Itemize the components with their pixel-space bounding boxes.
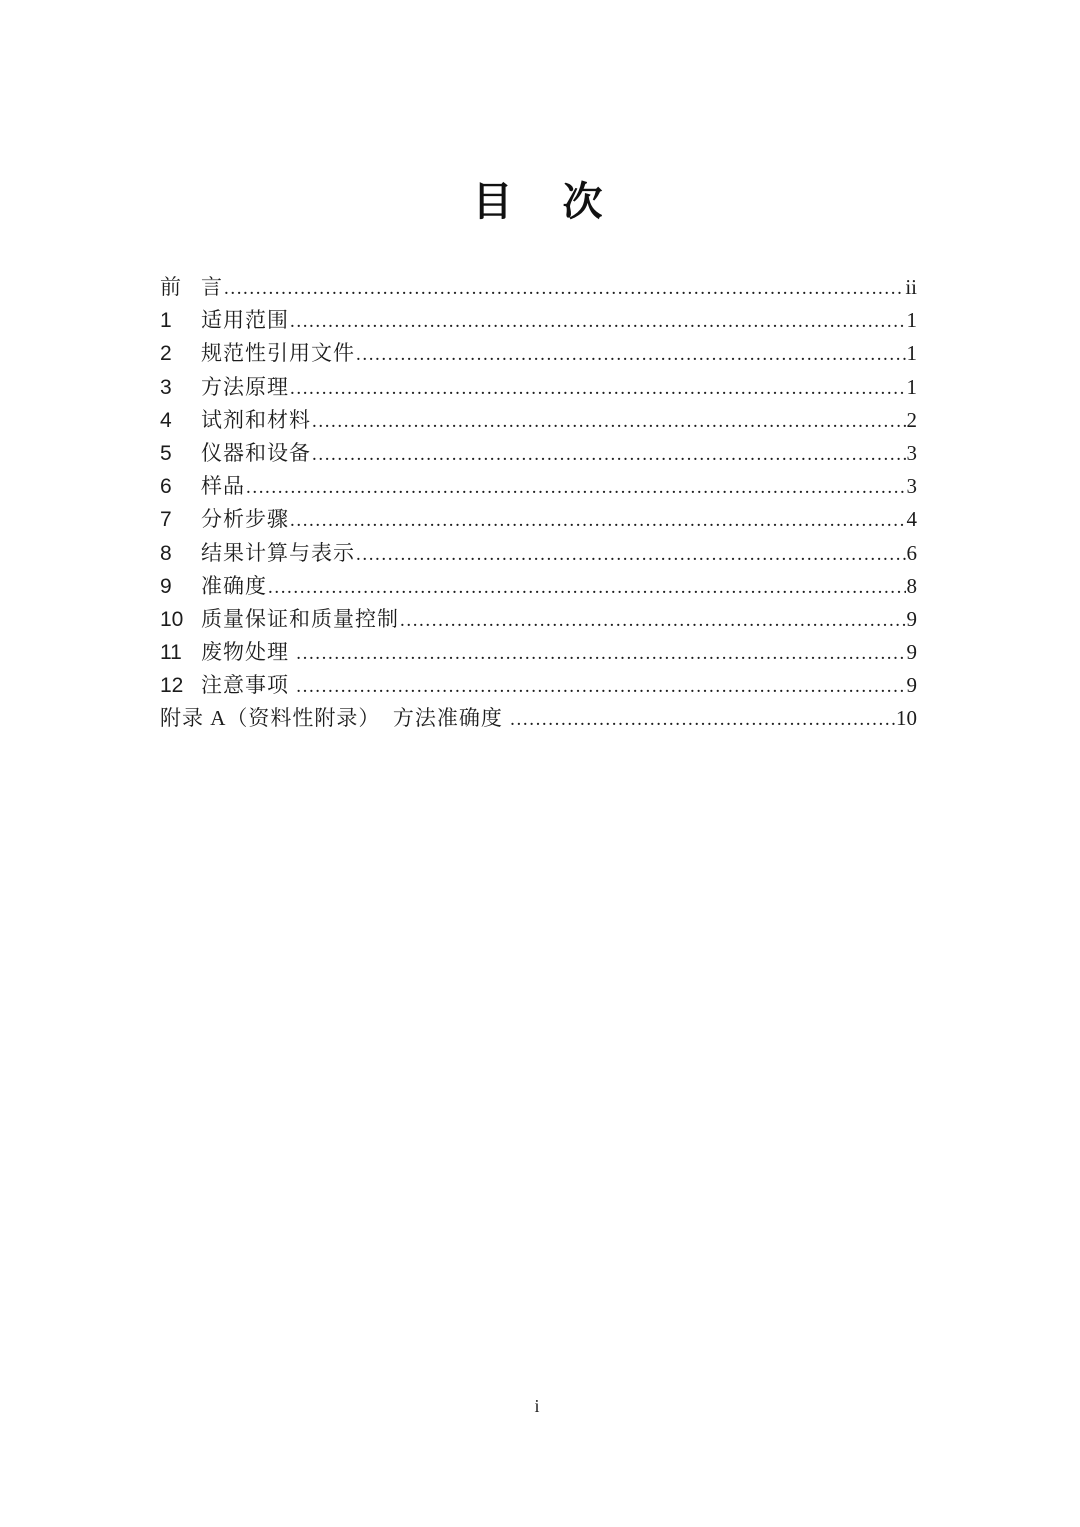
toc-entry-number: 11 [160,641,182,665]
toc-entry-number: 8 [160,541,172,565]
toc-entry-page-number: 9 [906,673,917,698]
toc-entry-page-number: 8 [906,573,917,598]
toc-entry-number: 12 [160,674,184,698]
toc-row [160,537,917,570]
toc-entry-label: 质量保证和质量控制 [201,606,399,631]
toc-dot-leader [312,405,906,438]
toc-entry-label: 准确度 [201,573,267,598]
toc-entry-page-number: 3 [906,474,917,499]
toc-row [160,503,917,536]
toc-row [160,702,917,735]
toc-dot-leader [296,670,905,703]
toc-entry-label: 分析步骤 [201,507,289,532]
toc-entry-label: 仪器和设备 [201,440,311,465]
toc-entry-label: 适用范围 [201,308,289,333]
toc-entry-page-number: 2 [906,407,917,432]
toc-list [160,271,917,736]
toc-entry-page-number: 9 [906,640,917,665]
toc-entry-number: 3 [160,375,172,399]
toc-entry-label: 规范性引用文件 [201,341,355,366]
toc-dot-leader [246,471,906,504]
toc-entry-number: 4 [160,408,172,432]
toc-entry-number: 7 [160,508,172,532]
toc-entry-label: 注意事项 [201,673,296,698]
toc-row [160,636,917,669]
toc-entry-number: 前 [160,276,181,299]
toc-dot-leader [268,571,906,604]
toc-entry-page-number: 9 [906,606,917,631]
toc-entry-label: 样品 [201,474,245,499]
toc-row [160,603,917,636]
footer-page-number: i [534,1396,540,1416]
toc-entry-label: 结果计算与表示 [201,540,355,565]
toc-entry-page-number: 1 [906,374,917,399]
toc-row [160,470,917,503]
toc-entry-number: 2 [160,342,172,366]
toc-entry-page-number: 6 [906,540,917,565]
toc-row [160,337,917,370]
toc-entry-label: 言 [201,275,223,299]
toc-entry-number: 5 [160,441,172,465]
toc-row [160,404,917,437]
toc-row [160,304,917,337]
toc-entry-label: 方法原理 [201,374,289,399]
toc-entry-page-number: 1 [906,341,917,366]
toc-dot-leader [224,272,904,305]
toc-row [160,570,917,603]
toc-entry-page-number: 4 [906,507,917,532]
toc-dot-leader [290,372,906,405]
toc-dot-leader [510,703,895,736]
toc-dot-leader [290,504,906,537]
toc-row [160,669,917,702]
toc-row [160,271,917,304]
toc-entry-page-number: 10 [896,706,917,731]
toc-entry-page-number: 3 [906,440,917,465]
toc-entry-page-number: 1 [906,308,917,333]
toc-entry-number: 6 [160,475,172,499]
toc-entry-number: 9 [160,574,172,598]
toc-dot-leader [290,305,906,338]
page-title: 目 次 [472,179,608,224]
toc-entry-number: 10 [160,607,184,631]
toc-dot-leader [400,604,906,637]
toc-entry-label: 附录 A（资料性附录） 方法准确度 [160,706,510,731]
toc-dot-leader [296,637,905,670]
toc-entry-number: 1 [160,309,172,333]
toc-row [160,437,917,470]
toc-dot-leader [356,338,906,371]
toc-dot-leader [312,438,906,471]
toc-entry-label: 试剂和材料 [201,407,311,432]
toc-row [160,371,917,404]
toc-entry-label: 废物处理 [201,640,296,665]
toc-entry-page-number: ii [905,275,917,299]
toc-dot-leader [356,538,906,571]
